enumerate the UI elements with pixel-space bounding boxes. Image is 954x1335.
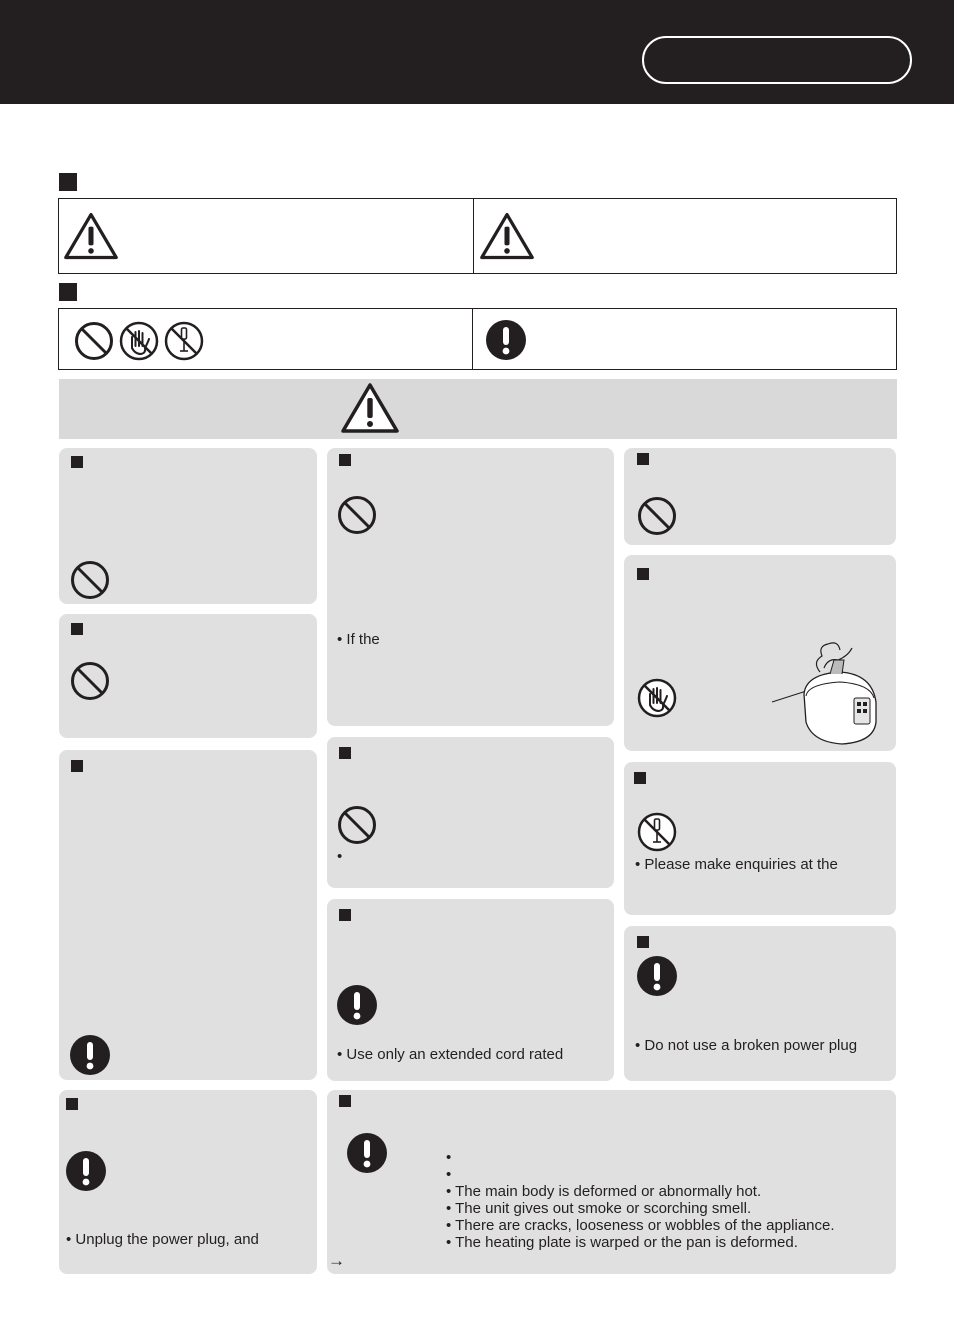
card-bullet [339,747,351,759]
do-not-disassemble-icon [637,812,677,852]
prohibition-icon [337,805,377,845]
mandatory-action-icon [486,320,526,360]
card-bullet [339,909,351,921]
extension-cord-note: • Use only an extended cord rated [337,1046,564,1063]
prohibition-icon [70,560,110,600]
prohibition-icon [337,495,377,535]
card-bullet [634,772,646,784]
caution-triangle-icon [479,211,535,261]
prohibition-icon [637,496,677,536]
legend-divider [473,198,474,274]
warning-triangle-icon [340,381,400,435]
list-item: • The unit gives out smoke or scorching smell. [446,1200,752,1217]
warning-card-12 [624,926,896,1081]
card-bullet [71,760,83,772]
warning-card-4 [327,448,614,726]
broken-plug-note: • Do not use a broken power plug [635,1037,858,1054]
list-item: • There are cracks, looseness or wobbles of the appliance. [446,1217,835,1234]
section-marker [59,173,77,191]
abnormality-list [446,1149,835,1251]
do-not-touch-icon [637,678,677,718]
card-bullet [637,568,649,580]
mandatory-action-icon [70,1035,110,1075]
card-bullet [339,454,351,466]
appliance-steam-illustration [768,638,880,748]
card-bullet [71,623,83,635]
list-item: • The main body is deformed or abnormally hot. [446,1183,762,1200]
right-arrow-icon: → [328,1251,345,1270]
card-bullet [66,1098,78,1110]
prohibition-icon [70,661,110,701]
card-bullet [637,453,649,465]
warning-triangle-icon [63,211,119,261]
warning-card-3 [59,750,317,1080]
legend-divider [472,308,473,370]
list-item: • The heating plate is warped or the pan is deformed. [446,1234,798,1251]
list-item: • [446,1149,452,1166]
section-marker [59,283,77,301]
prohibition-icon [74,321,114,361]
if-the-note: • If the [337,631,380,648]
mandatory-action-icon [66,1151,106,1191]
card-bullet [637,936,649,948]
header-tab-pill [642,36,912,84]
do-not-touch-icon [119,321,159,361]
hazard-legend-box [58,198,897,274]
unplug-note: • Unplug the power plug, and [66,1231,259,1248]
do-not-disassemble-icon [164,321,204,361]
enquiries-note: • Please make enquiries at the [635,856,838,873]
list-item: • [446,1166,452,1183]
mandatory-action-icon [347,1133,387,1173]
mandatory-action-icon [337,985,377,1025]
card-bullet [339,1095,351,1107]
warning-banner [59,379,897,439]
card-bullet [71,456,83,468]
card-bullet-text: • [337,848,343,865]
mandatory-action-icon [637,956,677,996]
